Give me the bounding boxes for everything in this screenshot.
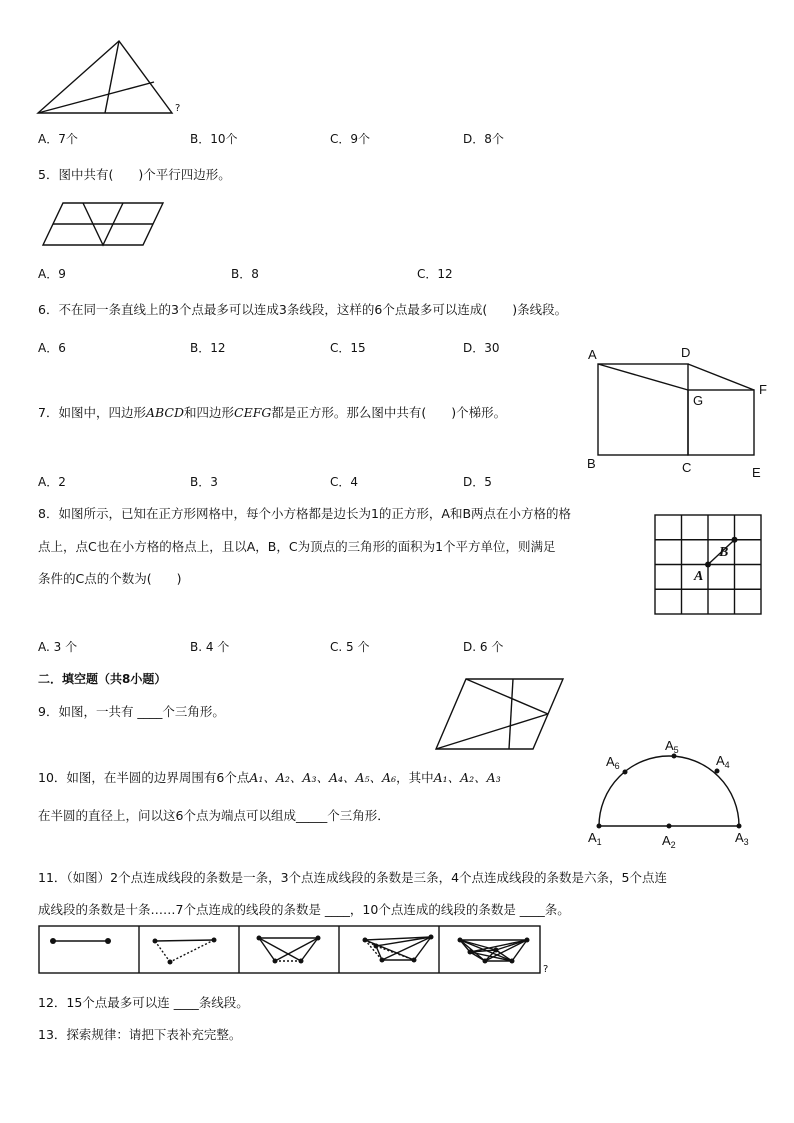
q7-text-b: 和四边形 [184, 405, 235, 420]
q8-line3: 条件的C点的个数为( ) [38, 571, 182, 586]
q7-label-g: G [693, 393, 704, 408]
q7-label-d: D [681, 345, 691, 360]
q10-points2: A₁、A₂、A₃ [433, 770, 501, 785]
q11-mark: ? [543, 964, 549, 975]
q12-text: 12．15个点最多可以连 ____条线段。 [38, 995, 249, 1010]
q4-option-d[interactable]: D．8个 [463, 132, 504, 146]
q7-text-abcd: ABCD [145, 405, 184, 420]
q10-line1-a: 10．如图，在半圆的边界周围有6个点 [38, 770, 250, 785]
q7-label-f: F [759, 382, 767, 397]
q10-label-a3: $A_3$ [735, 830, 749, 847]
section2-heading: 二．填空题（共8小题） [38, 672, 167, 686]
q6-option-a[interactable]: A．6 [38, 341, 66, 355]
q10-line2: 在半圆的直径上，问以这6个点为端点可以组成_____个三角形． [38, 808, 390, 823]
q10-points: A₁、A₂、A₃、A₄、A₅、A₆ [249, 770, 397, 785]
q8-line2: 点上，点C也在小方格的格点上，且以A，B，C为顶点的三角形的面积为1个平方单位，则满足 [38, 539, 556, 554]
q6-option-b[interactable]: B．12 [190, 341, 226, 355]
q7-option-c[interactable]: C．4 [330, 475, 359, 489]
q10-label-a4: $A_4$ [716, 753, 730, 770]
q7-option-a[interactable]: A．2 [38, 475, 66, 489]
q5-option-b[interactable]: B．8 [231, 267, 259, 281]
q11-cell-5-points [363, 935, 434, 963]
q5-text: 5．图中共有( )个平行四边形。 [38, 167, 231, 182]
q4-option-a[interactable]: A．7个 [38, 132, 78, 146]
q7-option-d[interactable]: D．5 [463, 475, 492, 489]
q7-text-cefg: CEFG [234, 405, 272, 420]
q8-option-d[interactable]: D. 6 个 [463, 640, 504, 654]
q11-cell-2-points [50, 938, 111, 944]
q6-option-c[interactable]: C．15 [330, 341, 366, 355]
q5-option-c[interactable]: C．12 [417, 267, 453, 281]
q8-line1: 8．如图所示，已知在正方形网格中，每个小方格都是边长为1的正方形，A和B两点在小方格的格 [38, 506, 572, 521]
q11-line2: 成线段的条数是十条……7个点连成的线段的条数是 ____，10个点连成的线段的条数是 ____条。 [38, 902, 570, 917]
q10-label-a1: $A_1$ [588, 830, 602, 847]
q8-label-a: A [694, 569, 704, 584]
q10-line1-b: ，其中 [396, 770, 434, 785]
q11-line1: 11．（如图）2个点连成线段的条数是一条，3个点连成线段的条数是三条，4个点连成线段的条数是六条，5个点连 [38, 870, 667, 885]
q7-label-b: B [587, 456, 596, 471]
q11-cell-3-points [153, 938, 217, 965]
q7-label-c: C [682, 460, 692, 475]
q5-option-a[interactable]: A．9 [38, 267, 66, 281]
q10-label-a5: $A_5$ [665, 738, 679, 755]
q4-mark: ? [175, 103, 181, 114]
q7-text-c: 都是正方形。那么图中共有( )个梯形。 [271, 405, 507, 420]
q7-option-b[interactable]: B．3 [190, 475, 218, 489]
q4-option-b[interactable]: B．10个 [190, 132, 238, 146]
q7-text-a: 7．如图中，四边形 [38, 405, 146, 420]
q13-text: 13．探索规律：请把下表补充完整。 [38, 1027, 242, 1042]
q9-text: 9．如图，一共有 ____个三角形。 [38, 704, 225, 719]
q8-option-a[interactable]: A. 3 个 [38, 640, 78, 654]
q10-label-a2: $A_2$ [662, 833, 676, 850]
q6-text: 6．不在同一条直线上的3个点最多可以连成3条线段，这样的6个点最多可以连成( )条线段。 [38, 302, 568, 317]
q8-option-c[interactable]: C. 5 个 [330, 640, 370, 654]
q7-label-e: E [752, 465, 761, 480]
q8-option-b[interactable]: B. 4 个 [190, 640, 230, 654]
q11-cell-4-points [257, 936, 321, 964]
q6-option-d[interactable]: D．30 [463, 341, 500, 355]
q8-label-b: B [719, 545, 729, 560]
q10-label-a6: $A_6$ [606, 754, 620, 771]
q11-cell-6-points [458, 938, 530, 964]
q4-option-c[interactable]: C．9个 [330, 132, 371, 146]
q7-label-a: A [588, 347, 597, 362]
q11-table-border [39, 926, 540, 973]
